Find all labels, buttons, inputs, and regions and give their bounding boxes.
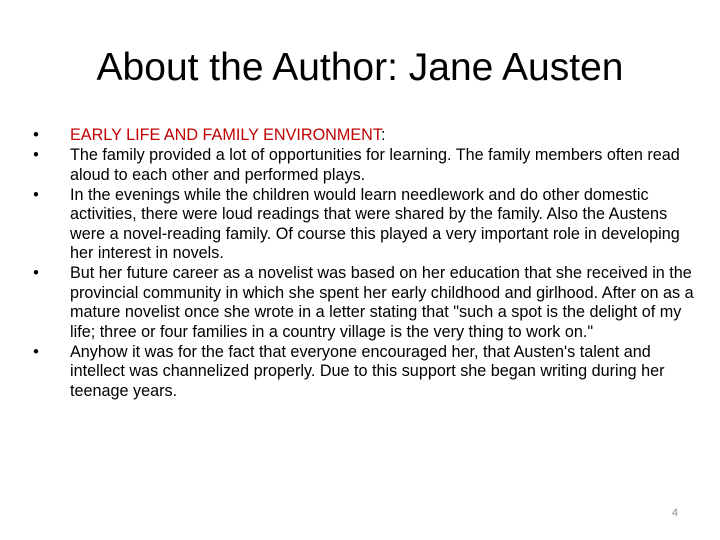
bullet-item [33, 185, 696, 264]
bullet-text: In the evenings while the children would learn needlework and do other domestic activities, there were loud readings that were shared by the family. Also the Austens were a novel-reading family. Of course this played a very important role in developing her interest in novels. [70, 185, 680, 262]
bullet-dot-icon: • [33, 146, 39, 164]
section-heading-colon: : [380, 126, 386, 144]
page-number: 4 [671, 507, 678, 519]
slide-title: About the Author: Jane Austen [96, 46, 624, 89]
bullet-dot-icon: • [33, 342, 39, 361]
section-heading: EARLY LIFE AND FAMILY ENVIRONMENT [70, 126, 381, 144]
bullet-text: The family provided a lot of opportunities for learning. The family members often read aloud to each other and performed plays. [70, 146, 680, 184]
bullet-item [33, 342, 696, 402]
bullet-dot-icon: • [33, 185, 39, 204]
bullet-list [33, 126, 696, 402]
bullet-item [33, 264, 696, 342]
bullet-item [33, 146, 696, 185]
bullet-text: But her future career as a novelist was based on her education that she received in the provincial community in which she spent her early childhood and girlhood. After on as a mature novelist once she wrote in a letter stating that "such a spot is the delight of my life; three or four families in a country village is the very thing to work on." [70, 264, 694, 341]
bullet-heading [33, 126, 696, 146]
bullet-dot-icon: • [33, 264, 39, 282]
bullet-dot-icon: • [33, 126, 39, 144]
bullet-text: Anyhow it was for the fact that everyone encouraged her, that Austen's talent and intellect was channelized properly. Due to this support she began writing during her teenage years. [70, 342, 665, 400]
